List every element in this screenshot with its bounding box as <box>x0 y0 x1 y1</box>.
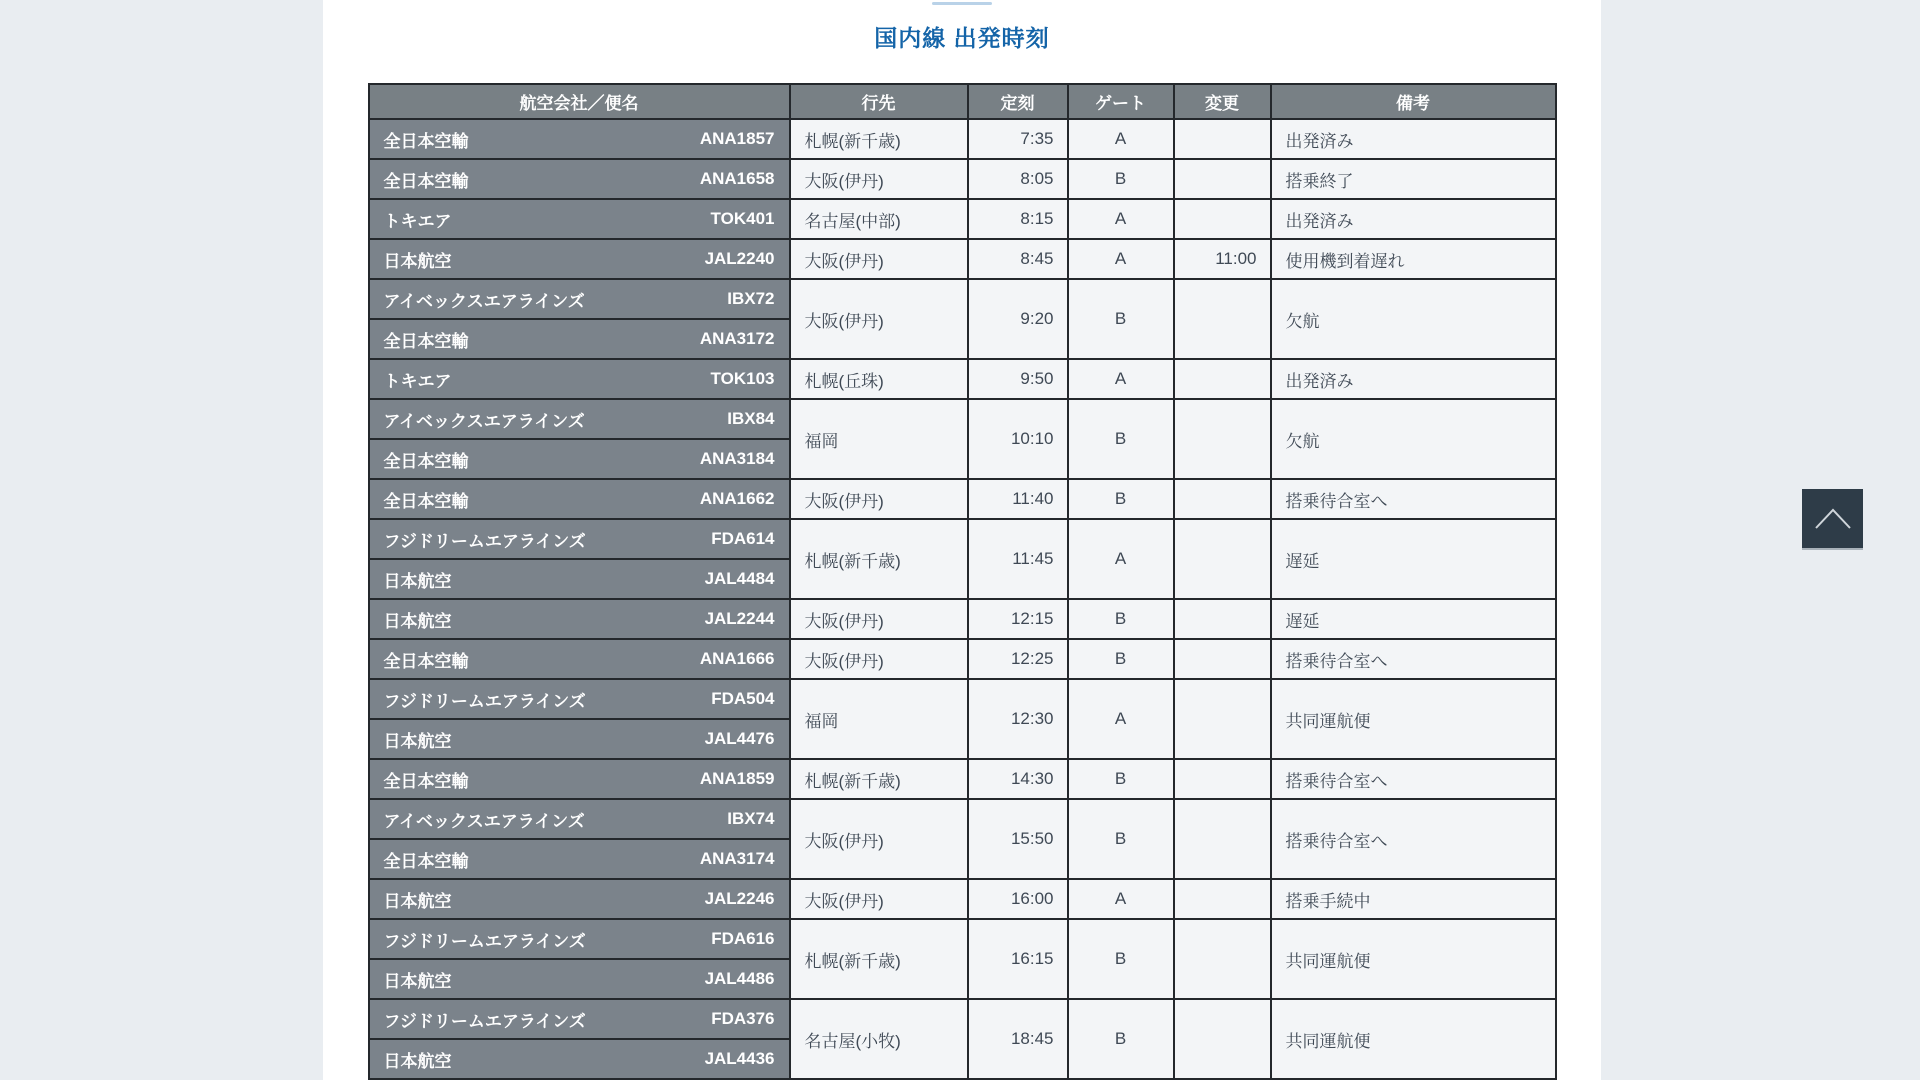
remarks-cell: 出発済み <box>1271 359 1556 399</box>
gate-cell: B <box>1068 919 1174 999</box>
flight-row <box>369 519 1556 559</box>
flight-number: JAL4476 <box>704 729 775 748</box>
airline-name: 日本航空 <box>383 731 452 751</box>
scheduled-time-cell: 12:30 <box>968 679 1068 759</box>
change-cell <box>1174 919 1271 999</box>
remarks-cell: 搭乗待合室へ <box>1271 479 1556 519</box>
column-header-2: 定刻 <box>968 84 1068 119</box>
change-cell <box>1174 639 1271 679</box>
airline-name: フジドリームエアラインズ <box>383 931 586 951</box>
flight-number: ANA3174 <box>699 849 775 868</box>
destination-cell: 札幌(新千歳) <box>790 759 968 799</box>
gate-cell: B <box>1068 759 1174 799</box>
flight-number: FDA376 <box>711 1009 775 1028</box>
flight-row <box>369 119 1556 159</box>
destination-cell: 大阪(伊丹) <box>790 159 968 199</box>
airline-cell <box>369 599 790 639</box>
remarks-cell: 欠航 <box>1271 399 1556 479</box>
flight-number: ANA1859 <box>699 769 775 788</box>
destination-cell: 福岡 <box>790 399 968 479</box>
destination-cell: 福岡 <box>790 679 968 759</box>
airline-name: 全日本空輸 <box>383 651 469 671</box>
scheduled-time-cell: 16:00 <box>968 879 1068 919</box>
gate-cell: B <box>1068 399 1174 479</box>
airline-name: 日本航空 <box>383 971 452 991</box>
gate-cell: A <box>1068 119 1174 159</box>
destination-cell: 大阪(伊丹) <box>790 639 968 679</box>
flight-row <box>369 919 1556 959</box>
flight-number: JAL2244 <box>704 609 775 628</box>
remarks-cell: 搭乗待合室へ <box>1271 759 1556 799</box>
remarks-cell: 共同運航便 <box>1271 679 1556 759</box>
scheduled-time-cell: 8:15 <box>968 199 1068 239</box>
airline-cell <box>369 639 790 679</box>
remarks-cell: 共同運航便 <box>1271 999 1556 1079</box>
destination-cell: 札幌(新千歳) <box>790 919 968 999</box>
flight-row <box>369 359 1556 399</box>
airline-cell <box>369 999 790 1039</box>
chevron-up-icon <box>1814 508 1852 530</box>
gate-cell: A <box>1068 679 1174 759</box>
flight-number: IBX72 <box>727 289 775 308</box>
flight-number: JAL2240 <box>704 249 775 268</box>
airline-name: 全日本空輸 <box>383 331 469 351</box>
flight-row <box>369 239 1556 279</box>
flight-number: TOK103 <box>710 369 775 388</box>
column-header-0: 航空会社／便名 <box>369 84 790 119</box>
gate-cell: B <box>1068 159 1174 199</box>
airline-name: 日本航空 <box>383 1051 452 1071</box>
scheduled-time-cell: 12:25 <box>968 639 1068 679</box>
change-cell <box>1174 359 1271 399</box>
flight-row <box>369 799 1556 839</box>
scheduled-time-cell: 9:50 <box>968 359 1068 399</box>
table-header-row <box>369 84 1556 119</box>
gate-cell: B <box>1068 999 1174 1079</box>
destination-cell: 大阪(伊丹) <box>790 799 968 879</box>
airline-name: 全日本空輸 <box>383 131 469 151</box>
airline-name: 全日本空輸 <box>383 171 469 191</box>
column-header-3: ゲート <box>1068 84 1174 119</box>
change-cell <box>1174 159 1271 199</box>
airline-name: 日本航空 <box>383 611 452 631</box>
remarks-cell: 搭乗待合室へ <box>1271 799 1556 879</box>
scheduled-time-cell: 15:50 <box>968 799 1068 879</box>
change-cell <box>1174 479 1271 519</box>
airline-name: 全日本空輸 <box>383 491 469 511</box>
destination-cell: 大阪(伊丹) <box>790 239 968 279</box>
remarks-cell: 遅延 <box>1271 599 1556 639</box>
scheduled-time-cell: 18:45 <box>968 999 1068 1079</box>
content-panel <box>323 0 1601 1080</box>
heading-divider <box>932 2 992 5</box>
destination-cell: 札幌(新千歳) <box>790 519 968 599</box>
airline-cell <box>369 399 790 439</box>
flight-number: IBX74 <box>727 809 775 828</box>
column-header-4: 変更 <box>1174 84 1271 119</box>
change-cell <box>1174 199 1271 239</box>
change-cell <box>1174 519 1271 599</box>
flight-number: IBX84 <box>727 409 775 428</box>
flight-number: FDA616 <box>711 929 775 948</box>
gate-cell: B <box>1068 279 1174 359</box>
scroll-to-top-button[interactable] <box>1802 489 1863 550</box>
airline-cell <box>369 119 790 159</box>
scheduled-time-cell: 12:15 <box>968 599 1068 639</box>
change-cell <box>1174 599 1271 639</box>
gate-cell: B <box>1068 599 1174 639</box>
change-cell <box>1174 119 1271 159</box>
gate-cell: B <box>1068 639 1174 679</box>
change-cell <box>1174 999 1271 1079</box>
change-cell <box>1174 679 1271 759</box>
airline-name: 全日本空輸 <box>383 771 469 791</box>
airline-name: フジドリームエアラインズ <box>383 531 586 551</box>
airline-cell <box>369 239 790 279</box>
airline-name: 日本航空 <box>383 571 452 591</box>
airline-name: アイベックスエアラインズ <box>383 411 585 431</box>
airline-cell <box>369 519 790 559</box>
airline-name: 全日本空輸 <box>383 851 469 871</box>
scheduled-time-cell: 10:10 <box>968 399 1068 479</box>
destination-cell: 札幌(丘珠) <box>790 359 968 399</box>
destination-cell: 名古屋(中部) <box>790 199 968 239</box>
gate-cell: A <box>1068 199 1174 239</box>
flight-number: FDA614 <box>711 529 775 548</box>
flight-row <box>369 479 1556 519</box>
flight-number: ANA1658 <box>699 169 775 188</box>
airline-name: 日本航空 <box>383 891 452 911</box>
airline-cell <box>369 799 790 839</box>
flight-number: JAL4484 <box>704 569 775 588</box>
scheduled-time-cell: 9:20 <box>968 279 1068 359</box>
destination-cell: 大阪(伊丹) <box>790 879 968 919</box>
gate-cell: B <box>1068 479 1174 519</box>
remarks-cell: 搭乗待合室へ <box>1271 639 1556 679</box>
flight-row <box>369 159 1556 199</box>
scheduled-time-cell: 7:35 <box>968 119 1068 159</box>
flight-number: JAL2246 <box>704 889 775 908</box>
flight-number: FDA504 <box>711 689 775 708</box>
destination-cell: 札幌(新千歳) <box>790 119 968 159</box>
change-cell <box>1174 879 1271 919</box>
destination-cell: 大阪(伊丹) <box>790 599 968 639</box>
scheduled-time-cell: 16:15 <box>968 919 1068 999</box>
flight-number: ANA3184 <box>699 449 775 468</box>
gate-cell: A <box>1068 519 1174 599</box>
remarks-cell: 搭乗手続中 <box>1271 879 1556 919</box>
airline-cell <box>369 279 790 319</box>
airline-cell <box>369 559 790 599</box>
destination-cell: 大阪(伊丹) <box>790 479 968 519</box>
airline-name: トキエア <box>383 211 452 231</box>
airline-cell <box>369 679 790 719</box>
scheduled-time-cell: 11:45 <box>968 519 1068 599</box>
change-cell: 11:00 <box>1174 239 1271 279</box>
gate-cell: A <box>1068 359 1174 399</box>
change-cell <box>1174 279 1271 359</box>
flight-row <box>369 279 1556 319</box>
remarks-cell: 使用機到着遅れ <box>1271 239 1556 279</box>
airline-cell <box>369 359 790 399</box>
remarks-cell: 搭乗終了 <box>1271 159 1556 199</box>
destination-cell: 名古屋(小牧) <box>790 999 968 1079</box>
flight-number: ANA1662 <box>699 489 775 508</box>
flight-row <box>369 599 1556 639</box>
flight-row <box>369 679 1556 719</box>
flight-number: ANA3172 <box>699 329 775 348</box>
destination-cell: 大阪(伊丹) <box>790 279 968 359</box>
flight-number: JAL4486 <box>704 969 775 988</box>
gate-cell: B <box>1068 799 1174 879</box>
gate-cell: A <box>1068 879 1174 919</box>
remarks-cell: 出発済み <box>1271 119 1556 159</box>
airline-cell <box>369 879 790 919</box>
flight-row <box>369 879 1556 919</box>
scheduled-time-cell: 11:40 <box>968 479 1068 519</box>
airline-name: フジドリームエアラインズ <box>383 1011 586 1031</box>
airline-cell <box>369 719 790 759</box>
flight-row <box>369 639 1556 679</box>
flight-number: TOK401 <box>710 209 775 228</box>
airline-cell <box>369 919 790 959</box>
scheduled-time-cell: 14:30 <box>968 759 1068 799</box>
flight-row <box>369 999 1556 1039</box>
airline-name: トキエア <box>383 371 452 391</box>
flight-row <box>369 199 1556 239</box>
airline-cell <box>369 439 790 479</box>
flight-number: JAL4436 <box>704 1049 775 1068</box>
airline-cell <box>369 319 790 359</box>
departures-table <box>368 83 1557 1080</box>
airline-cell <box>369 159 790 199</box>
remarks-cell: 欠航 <box>1271 279 1556 359</box>
gate-cell: A <box>1068 239 1174 279</box>
column-header-5: 備考 <box>1271 84 1556 119</box>
column-header-1: 行先 <box>790 84 968 119</box>
flight-number: ANA1857 <box>699 129 775 148</box>
flight-number: ANA1666 <box>699 649 775 668</box>
remarks-cell: 遅延 <box>1271 519 1556 599</box>
scheduled-time-cell: 8:05 <box>968 159 1068 199</box>
change-cell <box>1174 759 1271 799</box>
airline-cell <box>369 839 790 879</box>
remarks-cell: 出発済み <box>1271 199 1556 239</box>
airline-cell <box>369 479 790 519</box>
change-cell <box>1174 399 1271 479</box>
airline-name: フジドリームエアラインズ <box>383 691 586 711</box>
page-title: 国内線 出発時刻 <box>874 25 1050 51</box>
airline-cell <box>369 759 790 799</box>
airline-cell <box>369 959 790 999</box>
airline-name: アイベックスエアラインズ <box>383 291 585 311</box>
flight-row <box>369 759 1556 799</box>
remarks-cell: 共同運航便 <box>1271 919 1556 999</box>
change-cell <box>1174 799 1271 879</box>
scheduled-time-cell: 8:45 <box>968 239 1068 279</box>
table-body <box>369 119 1556 1079</box>
table-header <box>369 84 1556 119</box>
airline-name: アイベックスエアラインズ <box>383 811 585 831</box>
flight-row <box>369 399 1556 439</box>
airline-name: 日本航空 <box>383 251 452 271</box>
airline-cell <box>369 199 790 239</box>
airline-cell <box>369 1039 790 1079</box>
airline-name: 全日本空輸 <box>383 451 469 471</box>
